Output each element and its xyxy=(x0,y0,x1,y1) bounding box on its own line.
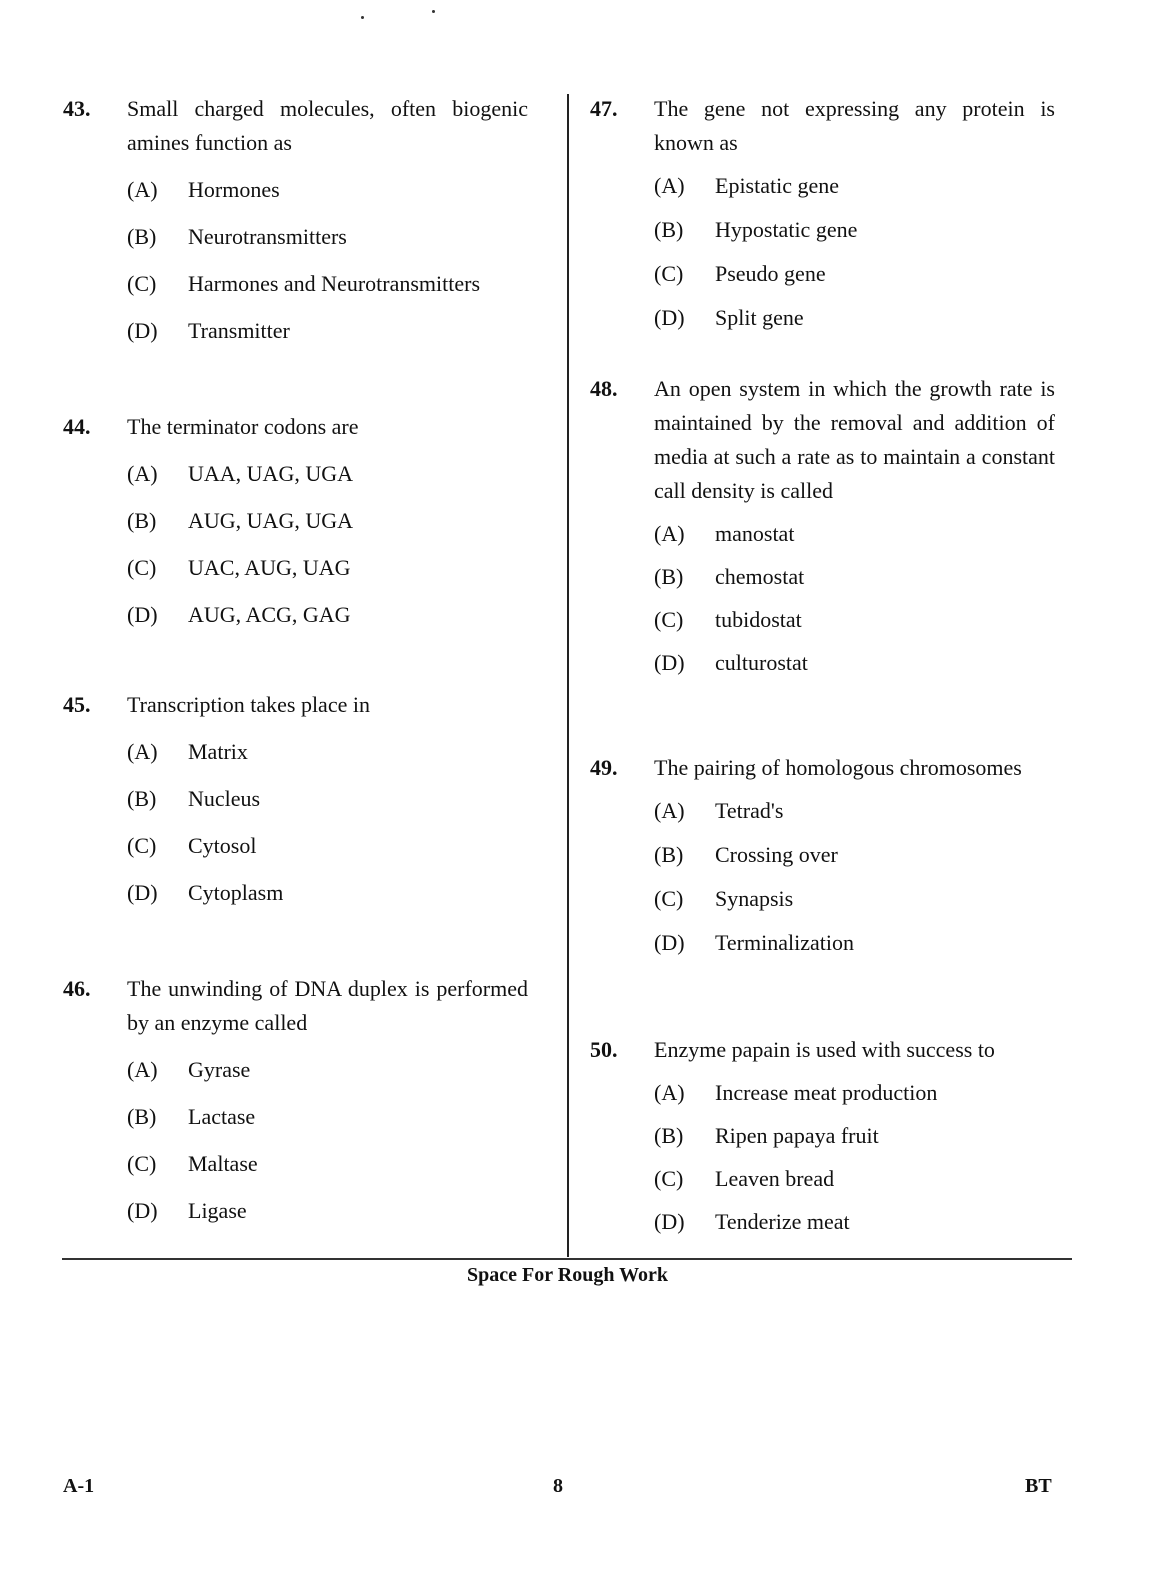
option-b: (B) Crossing over xyxy=(654,842,838,867)
question-number: 46. xyxy=(63,976,91,1001)
question-number: 45. xyxy=(63,692,91,717)
option-d: (D) Transmitter xyxy=(127,318,290,343)
rough-work-heading: Space For Rough Work xyxy=(467,1264,668,1286)
question-text: An open system in which the growth rate is maintained by the removal and addition of media at such a rate as to maintain a constant call density is called xyxy=(654,376,1055,503)
question-number: 47. xyxy=(590,96,618,121)
option-b: (B) Nucleus xyxy=(127,786,261,811)
question-text: The terminator codons are xyxy=(127,414,359,439)
option-b: (B) AUG, UAG, UGA xyxy=(127,508,353,533)
option-c: (C) Cytosol xyxy=(127,833,257,858)
option-d: (D) culturostat xyxy=(654,650,808,675)
option-d: (D) Ligase xyxy=(127,1198,247,1223)
question-text: The gene not expressing any protein is known as xyxy=(654,96,1055,155)
question-number: 43. xyxy=(63,96,91,121)
option-a: (A) manostat xyxy=(654,521,795,546)
option-b: (B) Lactase xyxy=(127,1104,256,1129)
column-divider xyxy=(567,94,569,1257)
option-b: (B) Neurotransmitters xyxy=(127,224,347,249)
question-text: Transcription takes place in xyxy=(127,692,370,717)
option-c: (C) Leaven bread xyxy=(654,1166,835,1191)
question-48 xyxy=(590,372,1055,680)
horizontal-rule xyxy=(62,1258,1072,1260)
question-number: 48. xyxy=(590,376,618,401)
option-c: (C) tubidostat xyxy=(654,607,802,632)
question-49 xyxy=(590,751,1055,960)
question-50 xyxy=(590,1033,1055,1239)
question-44 xyxy=(63,410,528,632)
option-c: (C) Synapsis xyxy=(654,886,794,911)
footer-subject: BT xyxy=(1025,1475,1052,1497)
question-47 xyxy=(590,92,1055,335)
option-c: (C) Pseudo gene xyxy=(654,261,826,286)
question-number: 44. xyxy=(63,414,91,439)
option-d: (D) Split gene xyxy=(654,305,804,330)
scan-speck xyxy=(432,10,435,13)
option-a: (A) Increase meat production xyxy=(654,1080,938,1105)
question-text: The pairing of homologous chromosomes xyxy=(654,755,1022,780)
option-a: (A) UAA, UAG, UGA xyxy=(127,461,353,486)
option-a: (A) Tetrad's xyxy=(654,798,784,823)
option-a: (A) Hormones xyxy=(127,177,280,202)
footer-code: A-1 xyxy=(63,1475,95,1497)
option-a: (A) Matrix xyxy=(127,739,248,764)
question-43 xyxy=(63,92,528,348)
option-c: (C) Harmones and Neurotransmitters xyxy=(127,271,481,296)
question-45 xyxy=(63,688,528,910)
option-d: (D) Terminalization xyxy=(654,930,854,955)
option-a: (A) Epistatic gene xyxy=(654,173,840,198)
option-d: (D) AUG, ACG, GAG xyxy=(127,602,351,627)
option-b: (B) Hypostatic gene xyxy=(654,217,858,242)
option-b: (B) chemostat xyxy=(654,564,805,589)
option-a: (A) Gyrase xyxy=(127,1057,251,1082)
scan-speck xyxy=(361,16,364,19)
page-number: 8 xyxy=(553,1475,563,1497)
question-text: Small charged molecules, often biogenic amines function as xyxy=(127,96,528,155)
option-c: (C) UAC, AUG, UAG xyxy=(127,555,351,580)
question-number: 50. xyxy=(590,1037,618,1062)
option-c: (C) Maltase xyxy=(127,1151,258,1176)
question-text: The unwinding of DNA duplex is performed by an enzyme called xyxy=(127,976,528,1035)
question-46 xyxy=(63,972,528,1228)
option-d: (D) Tenderize meat xyxy=(654,1209,850,1234)
option-d: (D) Cytoplasm xyxy=(127,880,284,905)
question-number: 49. xyxy=(590,755,618,780)
option-b: (B) Ripen papaya fruit xyxy=(654,1123,879,1148)
question-text: Enzyme papain is used with success to xyxy=(654,1037,995,1062)
